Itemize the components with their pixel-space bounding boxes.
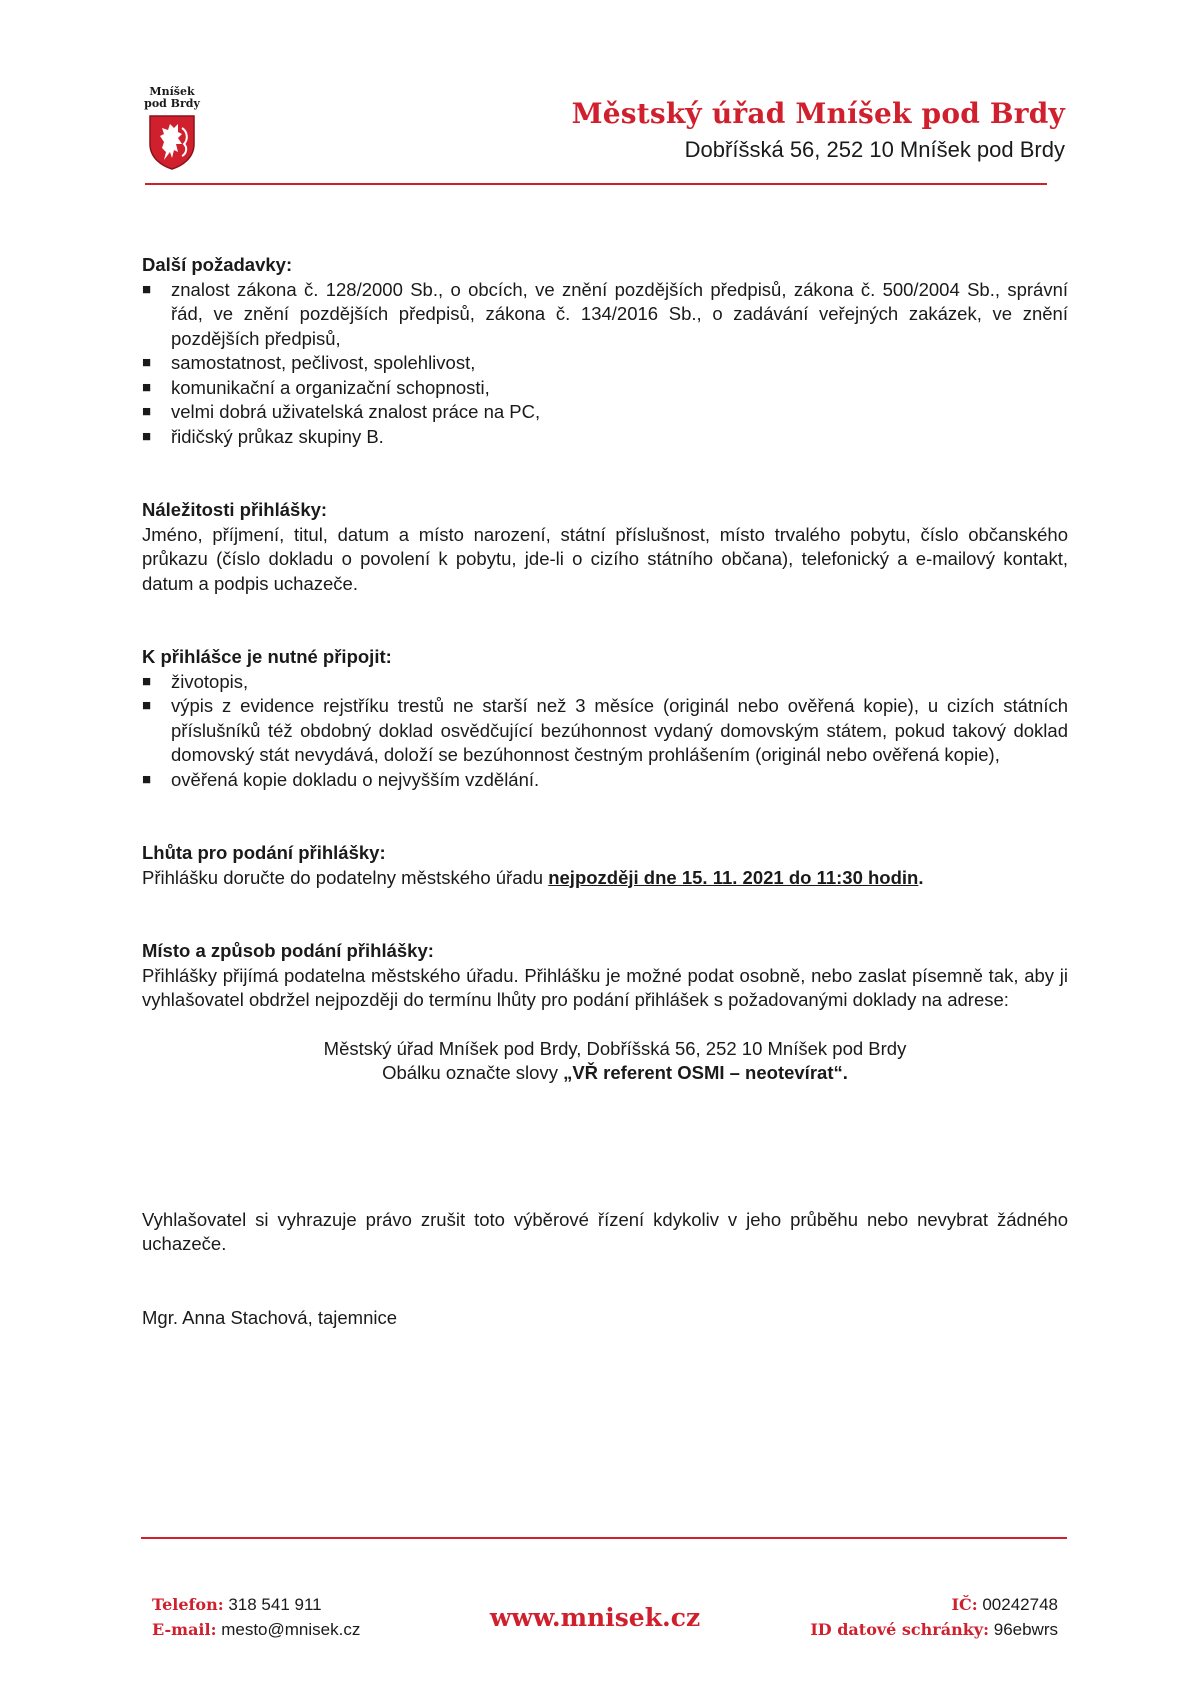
logo-text-line1: Mníšek bbox=[149, 85, 195, 98]
place-text: Přihlášky přijímá podatelna městského úřadu. Přihlášku je možné podat osobně, nebo zaslat písemně tak, aby ji vyhlašovatel obdržel nejpozději do termínu lhůty pro podání přihlášek s požadovanými doklady na adrese: bbox=[142, 964, 1068, 1010]
envelope-label: „VŘ referent OSMI – neotevírat“. bbox=[563, 1062, 848, 1083]
office-title: Městský úřad Mníšek pod Brdy bbox=[571, 97, 1065, 130]
deadline-section bbox=[142, 841, 1068, 890]
list-item: ■ znalost zákona č. 128/2000 Sb., o obcích, ve znění pozdějších předpisů, zákona č. 500/2004 Sb., správní řád, ve znění pozdějších předpisů, zákona č. 134/2016 Sb., o zadávání veřejných zakázek, ve znění pozdějších předpisů, bbox=[142, 278, 1068, 352]
deadline-text bbox=[142, 866, 1068, 891]
ic-value: 00242748 bbox=[977, 1595, 1058, 1614]
office-address: Dobříšská 56, 252 10 Mníšek pod Brdy bbox=[684, 137, 1065, 162]
header-divider bbox=[145, 183, 1047, 185]
attachments-section bbox=[142, 645, 1068, 792]
envelope-instruction bbox=[142, 1061, 1068, 1086]
deadline-text-suffix: . bbox=[918, 866, 924, 888]
list-item: ■ životopis, bbox=[142, 670, 1068, 695]
place-heading: Místo a způsob podání přihlášky: bbox=[142, 940, 434, 961]
requirements-section bbox=[142, 253, 1068, 449]
footer-divider bbox=[141, 1537, 1067, 1539]
municipal-logo bbox=[142, 86, 202, 170]
ic-label: IČ: bbox=[951, 1595, 978, 1614]
databox-label: ID datové schránky: bbox=[810, 1620, 990, 1639]
list-item: ■ komunikační a organizační schopnosti, bbox=[142, 376, 1068, 401]
attachments-heading: K přihlášce je nutné připojit: bbox=[142, 646, 392, 667]
submission-address: Městský úřad Mníšek pod Brdy, Dobříšská 56, 252 10 Mníšek pod Brdy bbox=[323, 1037, 907, 1059]
phone-label: Telefon: bbox=[152, 1595, 224, 1614]
document-body bbox=[142, 253, 1068, 1330]
deadline-heading: Lhůta pro podání přihlášky: bbox=[142, 842, 386, 863]
databox-value: 96ebwrs bbox=[989, 1620, 1058, 1639]
phone-value: 318 541 911 bbox=[223, 1595, 322, 1614]
application-heading: Náležitosti přihlášky: bbox=[142, 499, 328, 520]
signature: Mgr. Anna Stachová, tajemnice bbox=[142, 1306, 398, 1328]
deadline-date: nejpozději dne 15. 11. 2021 do 11:30 hodin bbox=[548, 866, 919, 888]
reservation-text: Vyhlašovatel si vyhrazuje právo zrušit toto výběrové řízení kdykoliv v jeho průběhu nebo nevybrat žádného uchazeče. bbox=[142, 1208, 1068, 1254]
coat-of-arms-icon bbox=[148, 114, 196, 170]
website-link[interactable]: www.mnisek.cz bbox=[489, 1603, 701, 1632]
footer-databox bbox=[810, 1620, 1058, 1640]
envelope-prefix: Obálku označte slovy bbox=[382, 1062, 564, 1083]
requirements-list bbox=[142, 278, 1068, 450]
requirements-heading: Další požadavky: bbox=[142, 254, 293, 275]
application-text: Jméno, příjmení, titul, datum a místo narození, státní příslušnost, místo trvalého pobytu, číslo občanského průkazu (číslo dokladu o povolení k pobytu, jde-li o cizího státního občana), telefonický a e-mailový kontakt, datum a podpis uchazeče. bbox=[142, 523, 1068, 594]
deadline-text-prefix: Přihlášku doručte do podatelny městského úřadu bbox=[142, 866, 549, 888]
list-item: ■ výpis z evidence rejstříku trestů ne starší než 3 měsíce (originál nebo ověřená kopie), u cizích státních příslušníků též obdobný doklad osvědčující bezúhonnost vydaný domovským státem, pokud takový doklad domovský stát nevydává, doloží se bezúhonnost čestným prohlášením (originál nebo ověřená kopie), bbox=[142, 694, 1068, 768]
list-item: ■ samostatnost, pečlivost, spolehlivost, bbox=[142, 351, 1068, 376]
logo-text-line2: pod Brdy bbox=[144, 97, 200, 110]
place-section bbox=[142, 939, 1068, 1086]
list-item: ■ ověřená kopie dokladu o nejvyšším vzdělání. bbox=[142, 768, 1068, 793]
application-section bbox=[142, 498, 1068, 596]
list-item: ■ velmi dobrá uživatelská znalost práce na PC, bbox=[142, 400, 1068, 425]
attachments-list bbox=[142, 670, 1068, 793]
footer-ic bbox=[952, 1595, 1059, 1615]
email-value[interactable]: mesto@mnisek.cz bbox=[216, 1620, 361, 1639]
list-item: ■ řidičský průkaz skupiny B. bbox=[142, 425, 1068, 450]
email-label: E-mail: bbox=[152, 1620, 217, 1639]
